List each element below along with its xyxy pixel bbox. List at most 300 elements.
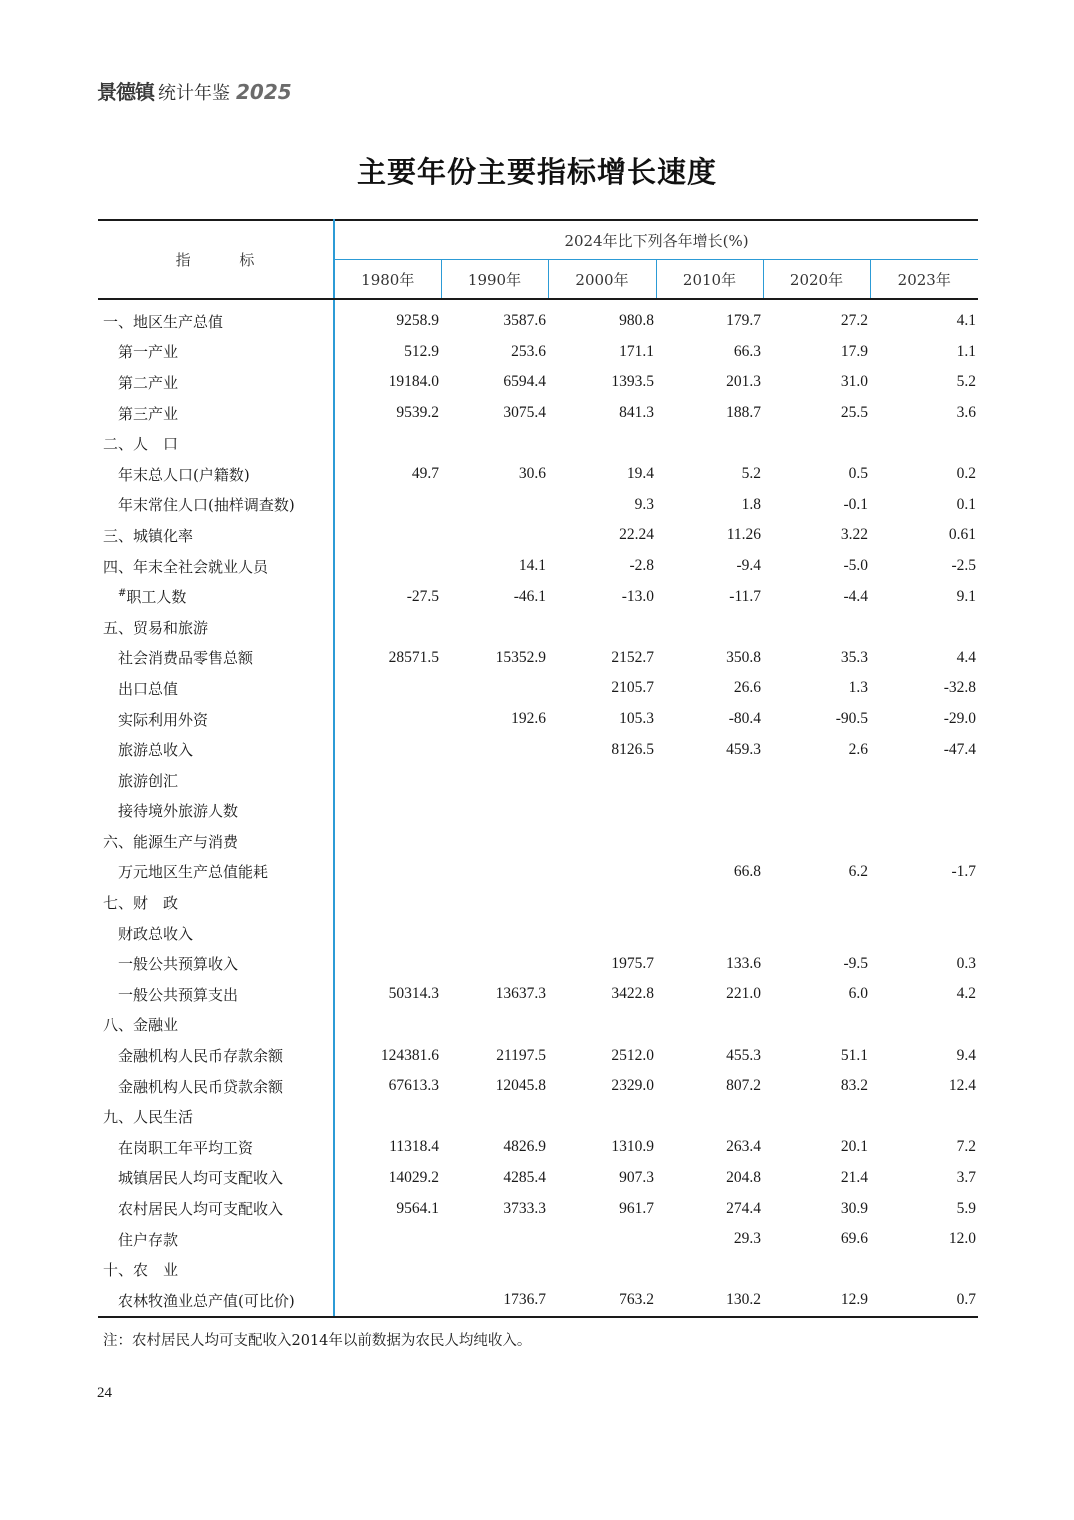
- value-cell: [656, 826, 763, 857]
- table-row: [98, 765, 978, 796]
- row-label: [98, 1254, 334, 1285]
- value-cell: 6.0: [848, 985, 868, 1003]
- value-cell: [441, 734, 548, 765]
- row-label: [98, 1071, 334, 1102]
- year-header: 2010年: [656, 260, 763, 300]
- table-row: [98, 1285, 978, 1317]
- value-cell: [441, 857, 548, 888]
- value-cell: 1310.9: [611, 1138, 654, 1156]
- value-cell: 1.3: [848, 679, 868, 697]
- value-cell: [763, 796, 870, 827]
- value-cell: 171.1: [619, 342, 654, 360]
- row-label: [98, 551, 334, 582]
- value-cell: 2512.0: [611, 1046, 654, 1064]
- value-cell: [334, 1285, 441, 1317]
- table-row: [98, 551, 978, 582]
- value-cell: -47.4: [943, 740, 977, 758]
- row-label-text: 第三产业: [118, 404, 179, 423]
- value-cell: [548, 1254, 656, 1285]
- value-cell: [656, 612, 763, 643]
- row-label-text: 年末常住人口(抽样调查数): [118, 496, 295, 515]
- value-cell: [656, 765, 763, 796]
- value-cell: [870, 918, 978, 949]
- value-cell: [870, 1010, 978, 1041]
- table-row: [98, 1193, 978, 1224]
- value-cell: 221.0: [726, 985, 761, 1003]
- row-label-text: 四、年末全社会就业人员: [103, 557, 269, 576]
- row-label: [98, 367, 334, 398]
- value-cell: 9.4: [956, 1046, 977, 1064]
- value-cell: 763.2: [548, 1285, 656, 1317]
- value-cell: 19.4: [626, 465, 654, 483]
- value-cell: [334, 796, 441, 827]
- value-cell: 15352.9: [495, 648, 546, 666]
- table-row: [98, 337, 978, 368]
- row-label: [98, 1224, 334, 1255]
- value-cell: 2152.7: [611, 648, 654, 666]
- value-cell: [441, 428, 548, 459]
- row-label: [98, 1132, 334, 1163]
- row-label-text: 九、人民生活: [103, 1108, 194, 1127]
- value-cell: [441, 765, 548, 796]
- table-row: [98, 826, 978, 857]
- row-label-text: 万元地区生产总值能耗: [118, 863, 269, 882]
- value-cell: 124381.6: [380, 1046, 439, 1064]
- value-cell: [441, 612, 548, 643]
- value-cell: 5.2: [741, 465, 761, 483]
- row-label-text: 旅游创汇: [118, 771, 179, 790]
- row-label: [98, 459, 334, 490]
- value-cell: 26.6: [733, 679, 761, 697]
- value-cell: [441, 1010, 548, 1041]
- table-row: [98, 1163, 978, 1194]
- table-row: [98, 398, 978, 429]
- table-row: [98, 704, 978, 735]
- value-cell: 201.3: [726, 373, 761, 391]
- value-cell: [870, 765, 978, 796]
- value-cell: [548, 1010, 656, 1041]
- value-cell: [334, 490, 441, 521]
- table-row: [98, 367, 978, 398]
- value-cell: 9539.2: [396, 404, 439, 422]
- value-cell: 105.3: [619, 710, 654, 728]
- value-cell: 69.6: [840, 1230, 868, 1248]
- value-cell: 0.3: [956, 954, 977, 972]
- row-label: [98, 337, 334, 368]
- yearbook-subtitle: 统计年鉴: [158, 83, 230, 104]
- value-cell: 14029.2: [388, 1168, 439, 1186]
- table-row: [98, 1132, 978, 1163]
- yearbook-year: 2025: [236, 80, 292, 104]
- row-label: [98, 826, 334, 857]
- value-cell: [334, 1010, 441, 1041]
- row-label-text: 在岗职工年平均工资: [118, 1138, 254, 1157]
- value-cell: 188.7: [726, 404, 761, 422]
- row-label-text: 第二产业: [118, 373, 179, 392]
- value-cell: 807.2: [726, 1077, 761, 1095]
- value-cell: [441, 520, 548, 551]
- row-label: [98, 643, 334, 674]
- row-label: [98, 1193, 334, 1224]
- value-cell: 2.6: [848, 740, 868, 758]
- value-cell: 3075.4: [503, 404, 546, 422]
- value-cell: 0.2: [956, 465, 977, 483]
- value-cell: 1975.7: [611, 954, 654, 972]
- row-label-text: 旅游总收入: [118, 741, 194, 760]
- row-label-text: 接待境外旅游人数: [118, 802, 239, 821]
- value-cell: [870, 826, 978, 857]
- table-row: [98, 490, 978, 521]
- value-cell: 841.3: [619, 404, 654, 422]
- value-cell: [548, 765, 656, 796]
- value-cell: [548, 796, 656, 827]
- value-cell: 22.24: [619, 526, 654, 544]
- value-cell: [763, 1101, 870, 1132]
- value-cell: -32.8: [943, 679, 977, 697]
- value-cell: [441, 1254, 548, 1285]
- row-label-text: 农村居民人均可支配收入: [118, 1200, 284, 1219]
- value-cell: 0.61: [948, 526, 977, 544]
- value-cell: -46.1: [513, 587, 546, 605]
- value-cell: [656, 1254, 763, 1285]
- value-cell: 30.6: [518, 465, 546, 483]
- value-cell: [334, 734, 441, 765]
- value-cell: [656, 1101, 763, 1132]
- value-cell: [441, 918, 548, 949]
- table-row: [98, 1254, 978, 1285]
- value-cell: [441, 887, 548, 918]
- value-cell: [334, 1101, 441, 1132]
- row-label-text: 金融机构人民币存款余额: [118, 1047, 284, 1066]
- indicator-column-header: 指 标: [98, 220, 334, 299]
- table-row: [98, 581, 978, 612]
- value-cell: 5.9: [956, 1199, 977, 1217]
- value-cell: [441, 1224, 548, 1255]
- value-cell: [870, 1101, 978, 1132]
- value-cell: [441, 1101, 548, 1132]
- value-cell: [334, 704, 441, 735]
- value-cell: 4.1: [956, 312, 977, 330]
- row-label: [98, 918, 334, 949]
- value-cell: 9564.1: [396, 1199, 439, 1217]
- value-cell: 179.7: [726, 312, 761, 330]
- value-cell: [870, 796, 978, 827]
- value-cell: 1393.5: [611, 373, 654, 391]
- value-cell: [870, 1254, 978, 1285]
- table-row: [98, 796, 978, 827]
- row-label-text: 金融机构人民币贷款余额: [118, 1077, 284, 1096]
- value-cell: 1736.7: [441, 1285, 548, 1317]
- value-cell: 12.9: [763, 1285, 870, 1317]
- value-cell: 1.8: [741, 495, 761, 513]
- value-cell: [334, 673, 441, 704]
- growth-table-container: [98, 219, 978, 1318]
- value-cell: 3422.8: [611, 985, 654, 1003]
- value-cell: 13637.3: [495, 985, 546, 1003]
- value-cell: 3.6: [956, 404, 977, 422]
- row-label: [98, 581, 334, 612]
- row-label: [98, 428, 334, 459]
- value-cell: [656, 887, 763, 918]
- value-cell: [334, 887, 441, 918]
- value-cell: 133.6: [726, 954, 761, 972]
- value-cell: [763, 1254, 870, 1285]
- value-cell: 274.4: [726, 1199, 761, 1217]
- value-cell: 17.9: [840, 342, 868, 360]
- table-row: [98, 1071, 978, 1102]
- row-label: [98, 1163, 334, 1194]
- table-row: [98, 1101, 978, 1132]
- value-cell: [334, 1254, 441, 1285]
- value-cell: -1.7: [951, 862, 977, 880]
- table-row: [98, 428, 978, 459]
- value-cell: [548, 887, 656, 918]
- row-label-text: 七、财 政: [103, 894, 179, 913]
- row-label-text: 八、金融业: [103, 1016, 179, 1035]
- row-label-text: 二、人 口: [103, 435, 179, 454]
- table-row: [98, 520, 978, 551]
- row-label-text: 职工人数: [126, 588, 187, 607]
- value-cell: -9.5: [843, 954, 868, 972]
- value-cell: [441, 796, 548, 827]
- year-header: 2000年: [548, 260, 656, 300]
- value-cell: [870, 887, 978, 918]
- value-cell: 4285.4: [503, 1168, 546, 1186]
- value-cell: 9.3: [634, 495, 654, 513]
- value-cell: 20.1: [840, 1138, 868, 1156]
- value-cell: [548, 826, 656, 857]
- value-cell: [334, 765, 441, 796]
- value-cell: [870, 428, 978, 459]
- row-label: [98, 979, 334, 1010]
- value-cell: 961.7: [619, 1199, 654, 1217]
- value-cell: 0.7: [870, 1285, 978, 1317]
- page-title: 主要年份主要指标增长速度: [356, 155, 717, 189]
- value-cell: 28571.5: [388, 648, 439, 666]
- table-row: [98, 1040, 978, 1071]
- value-cell: [548, 428, 656, 459]
- value-cell: [763, 428, 870, 459]
- value-cell: [548, 1101, 656, 1132]
- value-cell: 512.9: [404, 342, 439, 360]
- value-cell: [334, 948, 441, 979]
- value-cell: [763, 918, 870, 949]
- row-label: [98, 948, 334, 979]
- value-cell: 83.2: [840, 1077, 868, 1095]
- value-cell: 130.2: [656, 1285, 763, 1317]
- value-cell: [334, 1224, 441, 1255]
- value-cell: [441, 673, 548, 704]
- value-cell: 5.2: [956, 373, 977, 391]
- row-label-text: 财政总收入: [118, 924, 194, 943]
- value-cell: -9.4: [736, 557, 761, 575]
- value-cell: 3733.3: [503, 1199, 546, 1217]
- value-cell: 12045.8: [495, 1077, 546, 1095]
- row-label-text: 六、能源生产与消费: [103, 832, 239, 851]
- table-row: [98, 979, 978, 1010]
- value-cell: [334, 612, 441, 643]
- table-body: [98, 299, 978, 1317]
- value-cell: -11.7: [729, 587, 761, 605]
- value-cell: [548, 612, 656, 643]
- row-label: [98, 490, 334, 521]
- value-cell: 50314.3: [388, 985, 439, 1003]
- value-cell: 21197.5: [496, 1046, 546, 1064]
- value-cell: [656, 428, 763, 459]
- value-cell: [763, 612, 870, 643]
- table-row: [98, 734, 978, 765]
- value-cell: -2.8: [629, 557, 654, 575]
- value-cell: 3.7: [956, 1168, 977, 1186]
- value-cell: 253.6: [511, 342, 546, 360]
- value-cell: [548, 918, 656, 949]
- table-row: [98, 612, 978, 643]
- value-cell: 1.1: [956, 342, 977, 360]
- value-cell: 35.3: [840, 648, 868, 666]
- value-cell: 8126.5: [611, 740, 654, 758]
- value-cell: 0.5: [848, 465, 868, 483]
- value-cell: 0.1: [956, 495, 977, 513]
- row-label: [98, 612, 334, 643]
- value-cell: [334, 428, 441, 459]
- row-label: [98, 520, 334, 551]
- row-label: [98, 796, 334, 827]
- value-cell: 19184.0: [388, 373, 439, 391]
- value-cell: 14.1: [518, 557, 546, 575]
- value-cell: [763, 765, 870, 796]
- table-row: [98, 459, 978, 490]
- value-cell: 4826.9: [503, 1138, 546, 1156]
- table-row: [98, 887, 978, 918]
- value-cell: [441, 826, 548, 857]
- value-cell: 12.4: [948, 1077, 977, 1095]
- value-cell: 29.3: [733, 1230, 761, 1248]
- value-cell: [763, 887, 870, 918]
- table-row: [98, 948, 978, 979]
- row-label: [98, 704, 334, 735]
- row-label-text: 一、地区生产总值: [103, 312, 224, 331]
- row-label: [98, 1010, 334, 1041]
- value-cell: 30.9: [840, 1199, 868, 1217]
- row-label: [98, 734, 334, 765]
- row-label: [98, 673, 334, 704]
- value-cell: [548, 857, 656, 888]
- growth-group-header: 2024年比下列各年增长(%): [334, 220, 978, 260]
- value-cell: -27.5: [406, 587, 439, 605]
- value-cell: 192.6: [511, 710, 546, 728]
- value-cell: -90.5: [835, 710, 868, 728]
- value-cell: 263.4: [726, 1138, 761, 1156]
- row-mark: #: [118, 588, 127, 600]
- row-label-text: 社会消费品零售总额: [118, 649, 254, 668]
- value-cell: -13.0: [621, 587, 654, 605]
- row-label: [98, 1285, 334, 1317]
- footnote: 注：农村居民人均可支配收入2014年以前数据为农民人均纯收入。: [103, 1333, 532, 1349]
- value-cell: 6.2: [848, 862, 868, 880]
- row-label-text: 十、农 业: [103, 1261, 179, 1280]
- value-cell: [441, 490, 548, 521]
- row-label-text: 住户存款: [118, 1230, 179, 1249]
- value-cell: 49.7: [411, 465, 439, 483]
- row-label-text: 五、贸易和旅游: [103, 618, 209, 637]
- value-cell: [870, 612, 978, 643]
- row-label: [98, 398, 334, 429]
- value-cell: 21.4: [840, 1168, 868, 1186]
- value-cell: 3587.6: [503, 312, 546, 330]
- value-cell: -5.0: [843, 557, 868, 575]
- row-label-text: 一般公共预算收入: [118, 955, 239, 974]
- value-cell: 12.0: [948, 1230, 977, 1248]
- value-cell: -4.4: [843, 587, 868, 605]
- page-number: 24: [97, 1385, 112, 1401]
- value-cell: 9258.9: [396, 312, 439, 330]
- year-header: 1990年: [441, 260, 548, 300]
- value-cell: [334, 551, 441, 582]
- value-cell: 980.8: [619, 312, 654, 330]
- value-cell: 7.2: [956, 1138, 977, 1156]
- value-cell: [656, 1010, 763, 1041]
- value-cell: 11.26: [726, 526, 761, 544]
- value-cell: 4.4: [956, 648, 977, 666]
- value-cell: 907.3: [619, 1168, 654, 1186]
- row-label-text: 实际利用外资: [118, 710, 209, 729]
- table-row: [98, 643, 978, 674]
- value-cell: [334, 918, 441, 949]
- value-cell: [656, 796, 763, 827]
- row-label: [98, 857, 334, 888]
- value-cell: 11318.4: [389, 1138, 439, 1156]
- row-label: [98, 1040, 334, 1071]
- value-cell: 459.3: [726, 740, 761, 758]
- row-label: [98, 299, 334, 337]
- yearbook-city-name: 景德镇: [97, 80, 154, 104]
- value-cell: 3.22: [840, 526, 868, 544]
- row-label: [98, 765, 334, 796]
- value-cell: 4.2: [956, 985, 977, 1003]
- value-cell: [334, 520, 441, 551]
- value-cell: 27.2: [840, 312, 868, 330]
- row-label-text: 农林牧渔业总产值(可比价): [118, 1291, 295, 1310]
- row-label-text: 三、城镇化率: [103, 526, 194, 545]
- year-header: 1980年: [334, 260, 441, 300]
- table-row: [98, 857, 978, 888]
- year-header: 2020年: [763, 260, 870, 300]
- table-row: [98, 299, 978, 337]
- value-cell: [763, 826, 870, 857]
- value-cell: 25.5: [840, 404, 868, 422]
- value-cell: 66.3: [733, 342, 761, 360]
- year-header: 2023年: [870, 260, 978, 300]
- value-cell: 9.1: [956, 587, 977, 605]
- row-label: [98, 1101, 334, 1132]
- row-label-text: 一般公共预算支出: [118, 985, 239, 1004]
- value-cell: 204.8: [726, 1168, 761, 1186]
- value-cell: [441, 948, 548, 979]
- table-row: [98, 918, 978, 949]
- value-cell: 66.8: [733, 862, 761, 880]
- value-cell: [656, 918, 763, 949]
- value-cell: [334, 857, 441, 888]
- row-label-text: 城镇居民人均可支配收入: [118, 1169, 284, 1188]
- value-cell: 31.0: [840, 373, 868, 391]
- value-cell: 67613.3: [388, 1077, 439, 1095]
- row-label-text: 年末总人口(户籍数): [118, 465, 250, 484]
- table-row: [98, 673, 978, 704]
- row-label-text: 出口总值: [118, 679, 179, 698]
- value-cell: -0.1: [843, 495, 868, 513]
- value-cell: 2105.7: [611, 679, 654, 697]
- value-cell: 6594.4: [503, 373, 546, 391]
